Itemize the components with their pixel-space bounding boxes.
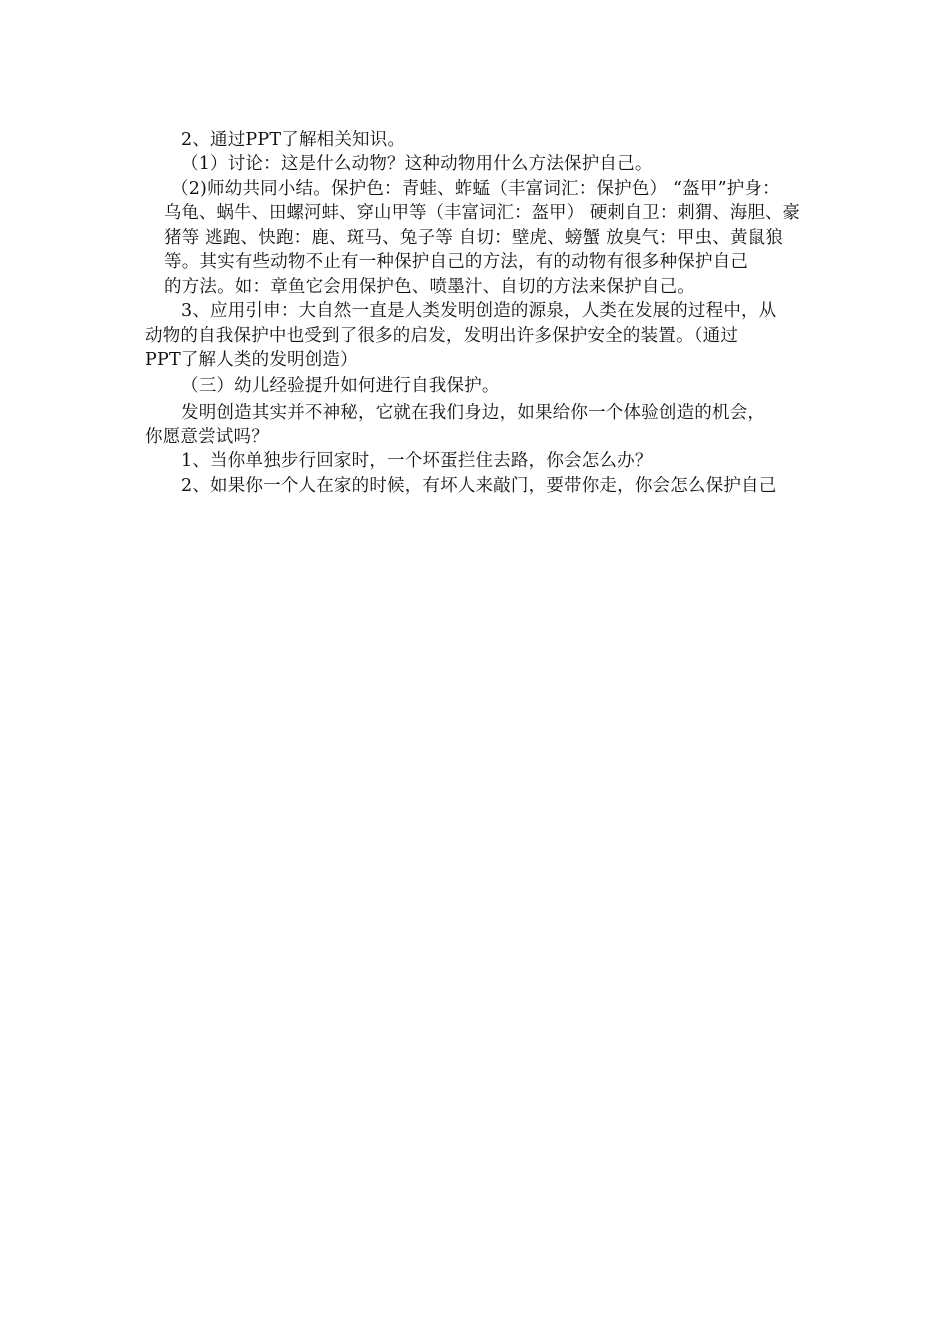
text-line: 2、如果你一个人在家的时候，有坏人来敲门，要带你走，你会怎么保护自己	[181, 476, 777, 496]
text-line: PPT了解人类的发明创造）	[145, 350, 358, 370]
text-line: 3、应用引申：大自然一直是人类发明创造的源泉，人类在发展的过程中，从	[181, 301, 777, 321]
text-line: 1、当你单独步行回家时，一个坏蛋拦住去路，你会怎么办？	[181, 451, 653, 471]
text-line: （2)师幼共同小结。保护色：青蛙、蚱蜢（丰富词汇：保护色） “盔甲”护身：	[171, 179, 780, 199]
text-line: （1）讨论：这是什么动物？这种动物用什么方法保护自己。	[181, 154, 653, 174]
text-line: 猪等 逃跑、快跑：鹿、斑马、兔子等 自切：壁虎、螃蟹 放臭气：甲虫、黄鼠狼	[164, 228, 784, 248]
text-line: 发明创造其实并不神秘，它就在我们身边，如果给你一个体验创造的机会，	[181, 403, 766, 423]
text-line: 你愿意尝试吗？	[145, 427, 269, 447]
text-line: 2、通过PPT了解相关知识。	[181, 130, 406, 150]
text-line: （三）幼儿经验提升如何进行自我保护。	[181, 376, 500, 396]
text-line: 动物的自我保护中也受到了很多的启发，发明出许多保护安全的装置。（通过	[145, 326, 739, 346]
text-line: 乌龟、蜗牛、田螺河蚌、穿山甲等（丰富词汇：盔甲） 硬刺自卫：刺猬、海胆、豪	[164, 203, 800, 223]
text-line: 的方法。如：章鱼它会用保护色、喷墨汁、自切的方法来保护自己。	[164, 277, 695, 297]
text-line: 等。其实有些动物不止有一种保护自己的方法，有的动物有很多种保护自己	[164, 252, 749, 272]
